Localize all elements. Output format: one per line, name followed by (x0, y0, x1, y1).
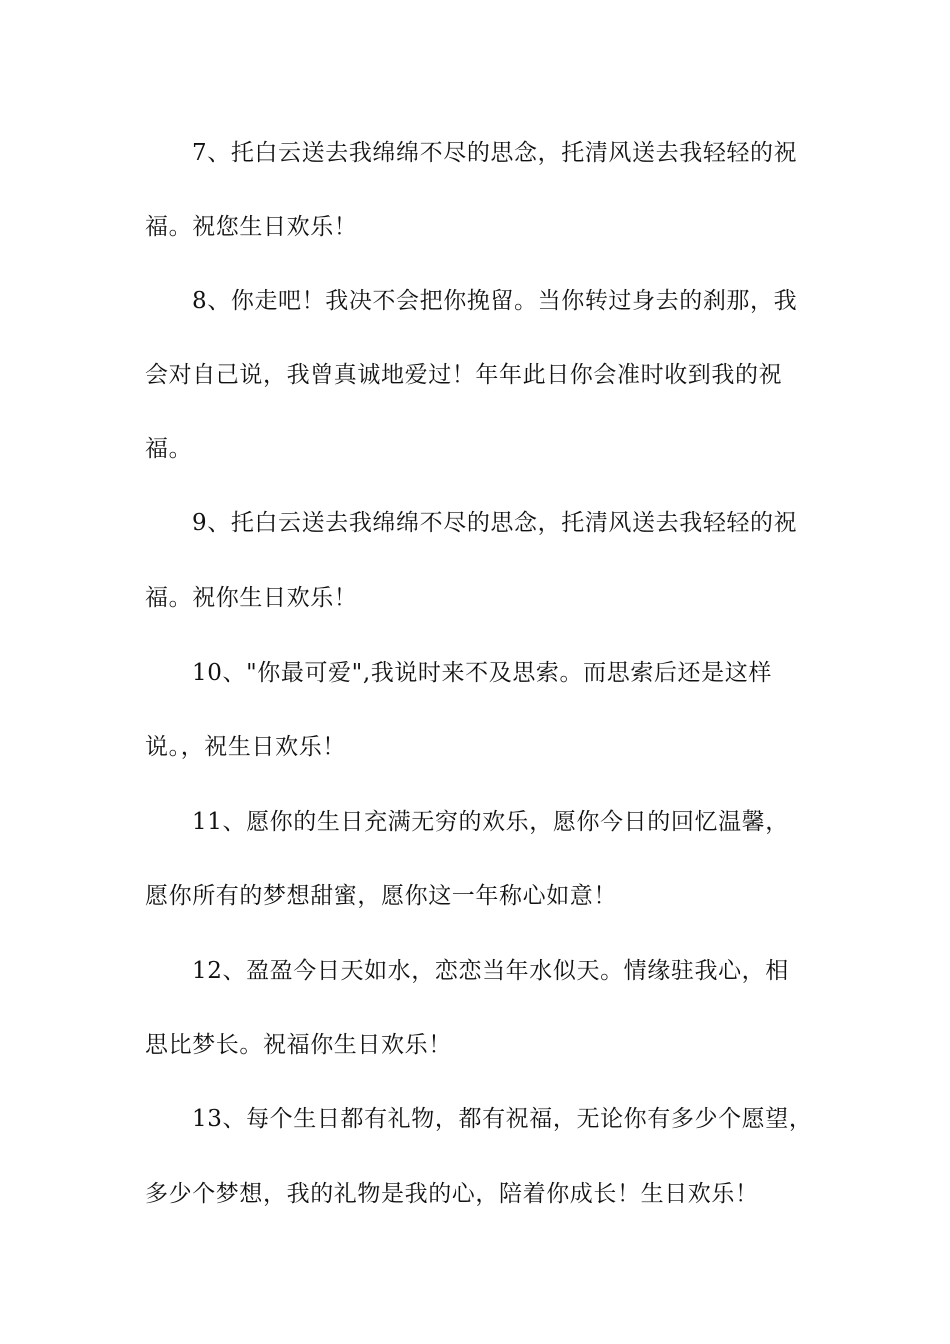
paragraph-8-line-3: 福。 (145, 436, 193, 462)
paragraph-11-line-2: 愿你所有的梦想甜蜜，愿你这一年称心如意！ (145, 883, 617, 909)
paragraph-9-line-2: 福。祝你生日欢乐！ (145, 585, 358, 611)
paragraph-13-line-2: 多少个梦想，我的礼物是我的心，陪着你成长！生日欢乐！ (145, 1181, 759, 1207)
paragraph-10-line-2: 说。，祝生日欢乐！ (145, 734, 346, 760)
paragraph-8-line-2: 会对自己说，我曾真诚地爱过！年年此日你会准时收到我的祝 (145, 362, 783, 388)
paragraph-11-line-1: 11、愿你的生日充满无穷的欢乐，愿你今日的回忆温馨， (192, 809, 789, 835)
paragraph-12-line-1: 12、盈盈今日天如水，恋恋当年水似天。情缘驻我心，相 (192, 958, 789, 984)
paragraph-12-line-2: 思比梦长。祝福你生日欢乐！ (145, 1032, 452, 1058)
paragraph-13-line-1: 13、每个生日都有礼物，都有祝福，无论你有多少个愿望， (192, 1106, 813, 1132)
paragraph-9-line-1: 9、托白云送去我绵绵不尽的思念，托清风送去我轻轻的祝 (192, 510, 798, 536)
paragraph-7-line-2: 福。祝您生日欢乐！ (145, 214, 358, 240)
paragraph-7-line-1: 7、托白云送去我绵绵不尽的思念，托清风送去我轻轻的祝 (192, 140, 798, 166)
paragraph-8-line-1: 8、你走吧！我决不会把你挽留。当你转过身去的刹那，我 (192, 288, 798, 314)
paragraph-10-line-1: 10、"你最可爱",我说时来不及思索。而思索后还是这样 (192, 660, 772, 686)
